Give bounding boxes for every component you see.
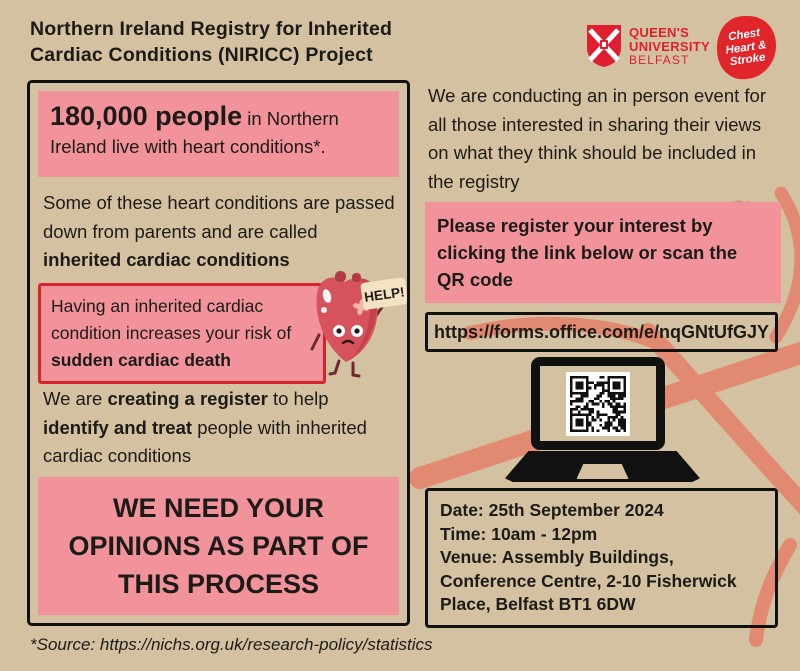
event-venue-line2: Conference Centre, 2-10 Fisherwick xyxy=(440,570,737,591)
page-title-line1: Northern Ireland Registry for Inherited xyxy=(30,18,393,40)
chs-wordmark xyxy=(710,10,783,86)
laptop-graphic xyxy=(505,355,700,483)
register-paragraph-text1: We are xyxy=(43,388,108,409)
event-date: Date: 25th September 2024 xyxy=(440,500,664,520)
event-time: Time: 10am - 12pm xyxy=(440,523,598,544)
chs-line2: Heart & xyxy=(724,38,768,57)
event-details-box xyxy=(425,488,778,628)
chs-line3: Stroke xyxy=(729,51,767,69)
qub-crest-icon xyxy=(586,24,622,68)
event-venue-line1: Venue: Assembly Buildings, xyxy=(440,547,674,567)
register-paragraph-bold2: identify and treat xyxy=(43,416,193,438)
source-note: *Source: https://nichs.org.uk/research-policy/statistics xyxy=(30,635,433,654)
registration-link[interactable]: https://forms.office.com/e/nqGNtUfGJY xyxy=(425,312,778,352)
register-interest-box: Please register your interest by clicking the link below or scan the QR code xyxy=(425,202,781,303)
opinions-cta-box xyxy=(38,477,399,615)
risk-warning-bold: sudden cardiac death xyxy=(51,350,231,370)
help-sign-text: HELP! xyxy=(363,284,406,305)
register-paragraph-bold1: creating a register xyxy=(107,388,268,409)
event-venue-line3: Place, Belfast BT1 6DW xyxy=(440,594,636,614)
qub-line2: UNIVERSITY xyxy=(629,39,711,54)
qr-code xyxy=(566,372,630,436)
opinions-cta-text: WE NEED YOUR OPINIONS AS PART OF THIS PROCESS xyxy=(68,493,369,599)
risk-warning-box xyxy=(38,283,326,384)
page-title-line2: Cardiac Conditions (NIRICC) Project xyxy=(30,44,373,66)
register-paragraph-text2: to help xyxy=(267,388,329,409)
laptop-screen-icon xyxy=(531,357,665,450)
chest-heart-stroke-logo xyxy=(714,14,778,82)
qub-line3: BELFAST xyxy=(629,53,690,67)
qub-line1: QUEEN'S xyxy=(629,25,690,40)
event-intro-paragraph: We are conducting an in person event for all those interested in sharing their views on what they think should be included in the registry xyxy=(428,85,767,192)
laptop-notch-icon xyxy=(577,464,629,479)
queens-university-logo xyxy=(586,24,710,68)
statistic-highlight-box xyxy=(38,91,399,177)
info-panel xyxy=(27,80,410,626)
register-purpose-paragraph xyxy=(43,385,399,471)
inherited-paragraph-text: Some of these heart conditions are passed down from parents and are called xyxy=(43,192,395,242)
qub-wordmark xyxy=(629,26,710,67)
statistic-text: in Northern Ireland live with heart conditions*. xyxy=(50,108,339,157)
page-title xyxy=(30,16,392,68)
inherited-conditions-paragraph xyxy=(43,189,395,275)
laptop-base-icon xyxy=(505,451,700,482)
inherited-paragraph-bold: inherited cardiac conditions xyxy=(43,249,290,270)
chs-line1: Chest xyxy=(727,27,761,44)
risk-warning-text: Having an inherited cardiac condition increases your risk of xyxy=(51,296,292,343)
heart-mascot-icon xyxy=(305,269,407,381)
register-paragraph-text3: people with inherited cardiac conditions xyxy=(43,416,367,466)
statistic-number: 180,000 people xyxy=(50,101,243,131)
